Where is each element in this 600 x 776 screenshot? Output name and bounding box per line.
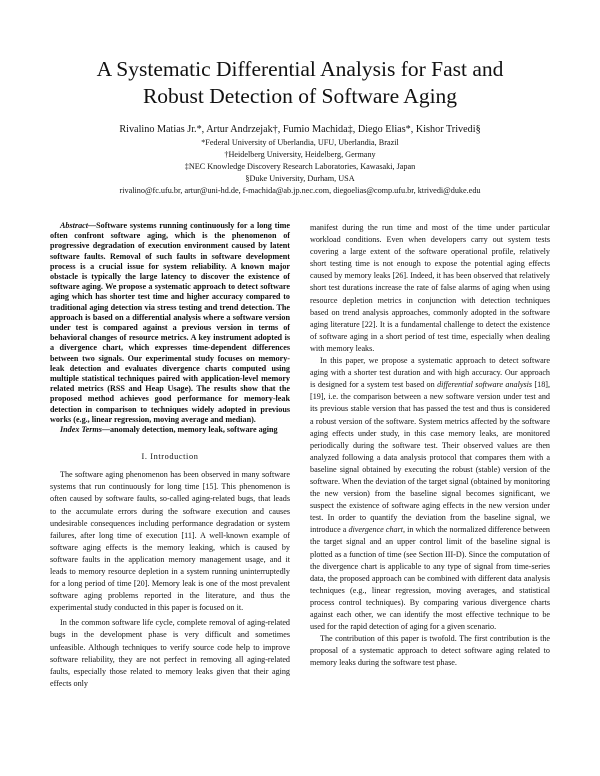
right-paragraph-2-text-b: [18], [19], i.e. the comparison between a new software version under test and its previous stable version that has passed the test and thus is considered a robust version of the software. System metrics affected by the software aging effects under study, in this case memory leaks, are monitored periodically during the software test. Their observed values are then analyzed following a data analysis protocol that compares them with a baseline signal obtained by executing the robust (stable) version of the software. When the deviation of the target signal (obtained by monitoring the new version) from the baseline signal becomes significant, we suspect the existence of software aging effects in the new version under test. In order to quantify the deviation from the baseline signal, we introduce a [310,380,551,535]
term-divergence-chart: divergence chart [348,525,404,535]
affiliation-2: †Heidelberg University, Heidelberg, Germany [224,150,376,159]
intro-paragraph-2: In the common software life cycle, complete removal of aging-related bugs in the development phase is very difficult and sometimes unfeasible. Although techniques to verify source code help to improve software reliability, they are not perfect in removing all aging-related faults, especially those related to memory leaks given that their aging effects only [50,618,290,688]
title-line-1: A Systematic Differential Analysis for Fast and [96,57,504,81]
title-line-2: Robust Detection of Software Aging [142,84,458,108]
right-paragraph-1-text: manifest during the run time and most of the time under particular workload conditions. Even when developers carry out system tests covering a large extent of the software operational profile, relatively short testing time is not enough to expose the potential aging effects caused by memory leaks [26]. Indeed, it has been observed that relatively short test durations increase the rate of false alarms of aging when using resource depletion metrics in conjunction with detection techniques based on trend analysis approaches, commonly adopted in the software aging literature [22]. It is a fundamental challenge to detect the existence of software aging in a short period of test time, especially when dealing with memory leaks. [310,223,550,353]
affiliation-4: §Duke University, Durham, USA [245,174,355,183]
right-paragraph-3 [310,633,550,669]
affiliation-1: *Federal University of Uberlandia, UFU, Uberlandia, Brazil [201,138,399,147]
term-differential-software-analysis: differential software analysis [437,380,533,390]
index-terms-label: Index Terms— [60,425,111,435]
abstract-text: Software systems running continuously for a long time often confront software aging, which is the phenomenon of progressive degradation of execution environment caused by latent software faults. Removal of such faults in software development process is a crucial issue for system reliability. A known major obstacle is typically the large latency to discover the existence of software aging. We propose a systematic approach to detect software aging which has shorter test time and higher accuracy compared to traditional aging detection via stress testing and trend detection. The approach is based on a differential analysis where a software version under test is compared against a previous version in terms of behavioral changes of resource metrics. A key instrument adopted is a divergence chart, which expresses time-dependent differences between two signals. Our experimental study focuses on memory-leak detection and evaluates divergence charts computed using multiple statistical techniques paired with application-level memory related metrics (RSS and Heap Usage). The results show that the proposed method achieves good performance for memory-leak detection in comparison to techniques widely adopted in previous works (e.g., linear regression, moving average and median). [50,221,290,424]
intro-paragraph-1: The software aging phenomenon has been observed in many software systems that run continuously for long time [15]. This phenomenon is often caused by software faults, so-called aging-related bugs, that leads to the accumulate errors during the software execution and causes undesirable consequences including performance degradation or system failures, after long time of execution [11]. A well-known example of software aging effects is the memory leaking, which is caused by software faults in the application memory management usage, and it leads to memory resource depletion in a system running uninterruptedly for a long period of time [20]. Memory leak is one of the most prevalent software aging problems reported in the literature, and thus the experimental study conducted in this paper is focused on it. [50,470,290,613]
abstract-label: Abstract— [60,221,97,230]
right-paragraph-2-text-a: In this paper, we propose a systematic approach to detect software aging with a shorter test duration and with high accuracy. Our approach is designed for a system test based on [310,356,550,390]
right-paragraph-1 [310,222,550,355]
author-list: Rivalino Matias Jr.*, Artur Andrzejak†, Fumio Machida‡, Diego Elias*, Kishor Trivedi§ [119,124,481,135]
left-column [50,221,290,690]
right-paragraph-2-text-c: , in which the normalized difference between the target signal and an upper control limit of the baseline signal is plotted as a function of time (see Section III-D). Since the computation of the divergence chart is applicable to any type of signal from time-series data, the proposed approach can be combined with different data analysis techniques (e.g., linear regression, moving averages, and statistical process control techniques). By comparing various divergence charts against each other, we can identify the most effective technique to be used for the rapid detection of aging for a given scenario. [310,525,550,632]
index-terms [50,425,290,435]
author-emails: rivalino@fc.ufu.br, artur@uni-hd.de, f-machida@ab.jp.nec.com, diegoelias@comp.ufu.br, ktrivedi@duke.edu [119,186,481,195]
right-paragraph-2 [310,355,550,633]
section-heading-introduction: I. Introduction [141,452,199,462]
right-paragraph-3-text: The contribution of this paper is twofold. The first contribution is the proposal of a systematic approach to detect software aging related to memory leaks during the software test phase. [310,634,550,668]
abstract [50,221,290,425]
affiliation-3: ‡NEC Knowledge Discovery Research Laboratories, Kawasaki, Japan [184,162,416,171]
right-column [310,222,550,669]
paper-title [40,56,560,110]
index-terms-text: anomaly detection, memory leak, software aging [110,425,278,435]
